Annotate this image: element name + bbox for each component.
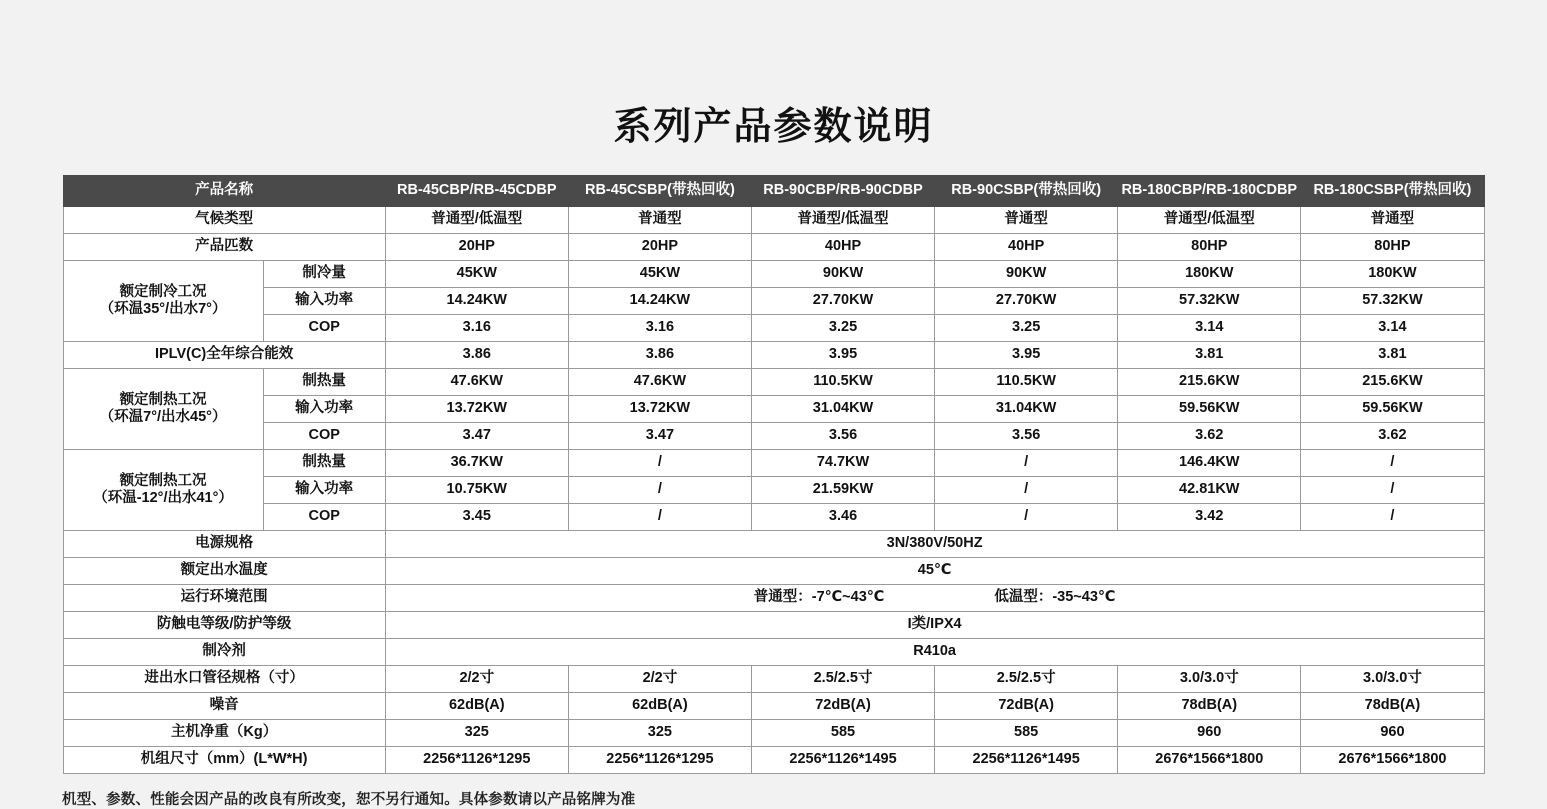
header-model-2: RB-45CSBP(带热回收) [568,175,751,206]
cell-dimensions-3: 2256*1126*1495 [751,746,934,773]
cell-heating-low-capacity-4: / [935,449,1118,476]
cell-net-weight-6: 960 [1301,719,1484,746]
table-row-protection [63,611,1484,638]
cell-heating-power-3: 31.04KW [751,395,934,422]
group-label-heating-line1: 额定制热工况 [119,391,207,408]
row-label-climate: 气候类型 [63,206,385,233]
cell-heating-low-power-1: 10.75KW [385,476,568,503]
cell-heating-capacity-1: 47.6KW [385,368,568,395]
cell-heating-low-power-6: / [1301,476,1484,503]
table-row-dimensions [63,746,1484,773]
cell-operating-range-value [385,584,1484,611]
cell-climate-5: 普通型/低温型 [1118,206,1301,233]
cell-heating-low-capacity-6: / [1301,449,1484,476]
sub-label-heating-capacity: 制热量 [263,368,385,395]
cell-noise-4: 72dB(A) [935,692,1118,719]
cell-power-spec-value: 3N/380V/50HZ [385,530,1484,557]
group-label-heating-low-line2: （环温-12°/出水41°） [93,489,233,506]
cell-cooling-power-3: 27.70KW [751,287,934,314]
cell-dimensions-6: 2676*1566*1800 [1301,746,1484,773]
cell-heating-low-capacity-2: / [568,449,751,476]
cell-heating-low-power-3: 21.59KW [751,476,934,503]
sub-label-heating-low-capacity: 制热量 [263,449,385,476]
table-row-cooling-capacity [63,260,1484,287]
cell-cooling-cop-5: 3.14 [1118,314,1301,341]
cell-heating-power-1: 13.72KW [385,395,568,422]
table-row-cooling-power [63,287,1484,314]
cell-protection-value: I类/IPX4 [385,611,1484,638]
row-label-net-weight: 主机净重（Kg） [63,719,385,746]
cell-cooling-cop-2: 3.16 [568,314,751,341]
row-label-dimensions: 机组尺寸（mm）(L*W*H) [63,746,385,773]
cell-heating-low-cop-5: 3.42 [1118,503,1301,530]
cell-iplv-2: 3.86 [568,341,751,368]
cell-heating-cop-3: 3.56 [751,422,934,449]
cell-heating-cop-6: 3.62 [1301,422,1484,449]
cell-heating-low-cop-4: / [935,503,1118,530]
table-row-heating-power [63,395,1484,422]
cell-outlet-temp-value: 45℃ [385,557,1484,584]
row-label-noise: 噪音 [63,692,385,719]
cell-heating-low-capacity-1: 36.7KW [385,449,568,476]
cell-pipe-size-4: 2.5/2.5寸 [935,665,1118,692]
row-label-power-spec: 电源规格 [63,530,385,557]
cell-heating-capacity-2: 47.6KW [568,368,751,395]
row-label-protection: 防触电等级/防护等级 [63,611,385,638]
cell-hp-6: 80HP [1301,233,1484,260]
page-title: 系列产品参数说明 [613,106,934,148]
operating-range-low: 低温型：-35~43℃ [994,589,1116,606]
header-product-name: 产品名称 [63,175,385,206]
sub-label-heating-low-power: 输入功率 [263,476,385,503]
table-row-outlet-temp [63,557,1484,584]
cell-pipe-size-2: 2/2寸 [568,665,751,692]
spec-table-wrapper [63,175,1485,774]
cell-heating-low-cop-6: / [1301,503,1484,530]
cell-heating-cop-2: 3.47 [568,422,751,449]
cell-heating-power-6: 59.56KW [1301,395,1484,422]
group-label-heating-line2: （环温7°/出水45°） [99,408,227,425]
cell-heating-cop-4: 3.56 [935,422,1118,449]
cell-refrigerant-value: R410a [385,638,1484,665]
cell-net-weight-3: 585 [751,719,934,746]
table-row-cooling-cop [63,314,1484,341]
footnote-text: 机型、参数、性能会因产品的改良有所改变，恕不另行通知。具体参数请以产品铭牌为准 [62,791,636,808]
group-label-cooling [63,260,263,341]
header-model-6: RB-180CSBP(带热回收) [1301,175,1484,206]
cell-heating-capacity-3: 110.5KW [751,368,934,395]
cell-hp-4: 40HP [935,233,1118,260]
cell-cooling-cop-3: 3.25 [751,314,934,341]
cell-dimensions-4: 2256*1126*1495 [935,746,1118,773]
cell-hp-3: 40HP [751,233,934,260]
table-header-row [63,175,1484,206]
cell-climate-3: 普通型/低温型 [751,206,934,233]
cell-heating-cop-1: 3.47 [385,422,568,449]
table-row-noise [63,692,1484,719]
cell-cooling-cop-6: 3.14 [1301,314,1484,341]
cell-noise-6: 78dB(A) [1301,692,1484,719]
sub-label-cooling-cop: COP [263,314,385,341]
cell-cooling-power-2: 14.24KW [568,287,751,314]
cell-net-weight-2: 325 [568,719,751,746]
cell-cooling-cop-1: 3.16 [385,314,568,341]
cell-noise-2: 62dB(A) [568,692,751,719]
table-row-heating-cop [63,422,1484,449]
row-label-outlet-temp: 额定出水温度 [63,557,385,584]
cell-heating-power-2: 13.72KW [568,395,751,422]
cell-dimensions-2: 2256*1126*1295 [568,746,751,773]
cell-net-weight-5: 960 [1118,719,1301,746]
cell-iplv-3: 3.95 [751,341,934,368]
group-label-heating-low-line1: 额定制热工况 [119,472,207,489]
cell-cooling-power-6: 57.32KW [1301,287,1484,314]
cell-iplv-6: 3.81 [1301,341,1484,368]
cell-heating-low-cop-1: 3.45 [385,503,568,530]
cell-net-weight-4: 585 [935,719,1118,746]
header-model-3: RB-90CBP/RB-90CDBP [751,175,934,206]
group-label-cooling-line1: 额定制冷工况 [119,283,207,300]
sub-label-heating-power: 输入功率 [263,395,385,422]
cell-noise-1: 62dB(A) [385,692,568,719]
sub-label-heating-cop: COP [263,422,385,449]
table-row-horsepower [63,233,1484,260]
cell-pipe-size-5: 3.0/3.0寸 [1118,665,1301,692]
cell-iplv-4: 3.95 [935,341,1118,368]
cell-cooling-capacity-3: 90KW [751,260,934,287]
cell-cooling-capacity-5: 180KW [1118,260,1301,287]
group-label-heating [63,368,263,449]
cell-pipe-size-3: 2.5/2.5寸 [751,665,934,692]
cell-cooling-capacity-2: 45KW [568,260,751,287]
cell-heating-power-5: 59.56KW [1118,395,1301,422]
cell-heating-low-cop-3: 3.46 [751,503,934,530]
table-row-net-weight [63,719,1484,746]
group-label-cooling-line2: （环温35°/出水7°） [99,300,227,317]
cell-heating-low-power-2: / [568,476,751,503]
row-label-horsepower: 产品匹数 [63,233,385,260]
cell-heating-low-power-5: 42.81KW [1118,476,1301,503]
header-model-1: RB-45CBP/RB-45CDBP [385,175,568,206]
table-row-iplv [63,341,1484,368]
cell-pipe-size-6: 3.0/3.0寸 [1301,665,1484,692]
cell-iplv-5: 3.81 [1118,341,1301,368]
table-row-operating-range [63,584,1484,611]
cell-cooling-power-1: 14.24KW [385,287,568,314]
cell-dimensions-5: 2676*1566*1800 [1118,746,1301,773]
cell-hp-2: 20HP [568,233,751,260]
sub-label-heating-low-cop: COP [263,503,385,530]
cell-net-weight-1: 325 [385,719,568,746]
cell-heating-low-capacity-3: 74.7KW [751,449,934,476]
cell-heating-cop-5: 3.62 [1118,422,1301,449]
header-model-4: RB-90CSBP(带热回收) [935,175,1118,206]
table-row-pipe-size [63,665,1484,692]
row-label-refrigerant: 制冷剂 [63,638,385,665]
cell-climate-4: 普通型 [935,206,1118,233]
cell-climate-6: 普通型 [1301,206,1484,233]
table-row-climate [63,206,1484,233]
row-label-iplv: IPLV(C)全年综合能效 [63,341,385,368]
row-label-operating-range: 运行环境范围 [63,584,385,611]
cell-heating-capacity-6: 215.6KW [1301,368,1484,395]
table-row-refrigerant [63,638,1484,665]
cell-cooling-capacity-1: 45KW [385,260,568,287]
cell-climate-1: 普通型/低温型 [385,206,568,233]
cell-heating-low-capacity-5: 146.4KW [1118,449,1301,476]
sub-label-cooling-power: 输入功率 [263,287,385,314]
table-row-heating-low-cop [63,503,1484,530]
sub-label-cooling-capacity: 制冷量 [263,260,385,287]
operating-range-parts [754,589,1116,606]
table-row-heating-low-power [63,476,1484,503]
cell-heating-capacity-5: 215.6KW [1118,368,1301,395]
cell-heating-low-power-4: / [935,476,1118,503]
table-row-heating-low-capacity [63,449,1484,476]
cell-hp-1: 20HP [385,233,568,260]
cell-cooling-cop-4: 3.25 [935,314,1118,341]
cell-dimensions-1: 2256*1126*1295 [385,746,568,773]
cell-cooling-capacity-6: 180KW [1301,260,1484,287]
cell-climate-2: 普通型 [568,206,751,233]
table-row-heating-capacity [63,368,1484,395]
group-label-heating-low [63,449,263,530]
cell-heating-capacity-4: 110.5KW [935,368,1118,395]
cell-cooling-capacity-4: 90KW [935,260,1118,287]
cell-heating-power-4: 31.04KW [935,395,1118,422]
cell-iplv-1: 3.86 [385,341,568,368]
product-spec-table [63,175,1485,774]
cell-cooling-power-5: 57.32KW [1118,287,1301,314]
table-row-power-spec [63,530,1484,557]
row-label-pipe-size: 进出水口管径规格（寸） [63,665,385,692]
operating-range-normal: 普通型：-7℃~43℃ [753,589,885,606]
cell-heating-low-cop-2: / [568,503,751,530]
cell-pipe-size-1: 2/2寸 [385,665,568,692]
cell-hp-5: 80HP [1118,233,1301,260]
cell-noise-3: 72dB(A) [751,692,934,719]
cell-cooling-power-4: 27.70KW [935,287,1118,314]
header-model-5: RB-180CBP/RB-180CDBP [1118,175,1301,206]
cell-noise-5: 78dB(A) [1118,692,1301,719]
